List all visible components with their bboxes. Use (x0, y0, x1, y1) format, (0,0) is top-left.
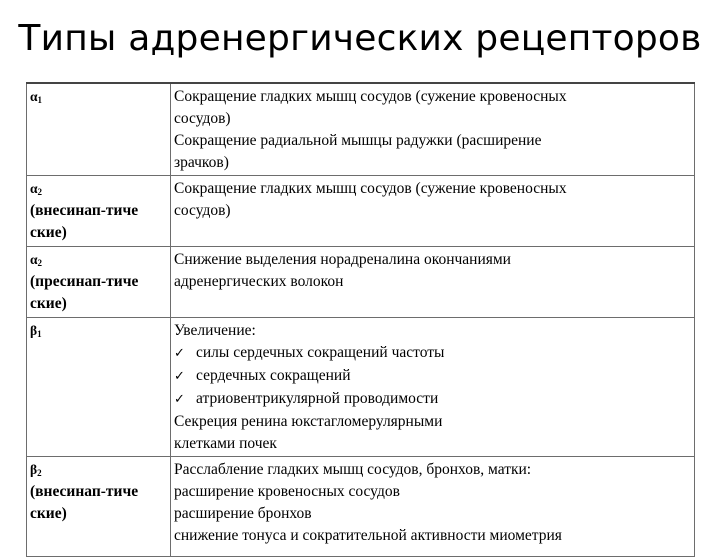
receptor-subscript: 2 (37, 468, 42, 478)
effect-line: адренергических волокон (174, 273, 344, 290)
effect-line: Сокращение гладких мышц сосудов (сужение кровеносных (174, 180, 567, 197)
effect-line: расширение бронхов (174, 505, 312, 522)
receptor-subscript: 1 (37, 329, 42, 339)
effect-line: Увеличение: (174, 322, 256, 339)
receptor-type-cell (27, 318, 171, 457)
checklist-item (174, 365, 691, 388)
effect-line: расширение кровеносных сосудов (174, 483, 400, 500)
receptor-subscript: 2 (37, 258, 43, 268)
receptor-type-cell (27, 176, 171, 247)
effect-line: клетками почек (174, 435, 277, 452)
table-row (27, 83, 695, 176)
receptor-symbol: β (30, 323, 38, 338)
effect-line: Секреция ренина юкстагломерулярными (174, 413, 443, 430)
receptor-effect-cell (171, 83, 695, 176)
receptor-symbol: α (30, 181, 38, 196)
effect-line: сосудов) (174, 110, 231, 127)
effect-line: сосудов) (174, 202, 231, 219)
effect-line: снижение тонуса и сократительной активности миометрия (174, 527, 562, 544)
receptor-symbol: α (30, 252, 38, 267)
receptor-qualifier: ские) (30, 224, 67, 241)
checkmark-icon: ✓ (174, 346, 185, 361)
receptor-effect-cell (171, 247, 695, 318)
effect-line: Сокращение гладких мышц сосудов (сужение кровеносных (174, 88, 567, 105)
checklist-item-label: сердечных сокращений (196, 367, 351, 384)
receptor-qualifier: ские) (30, 295, 67, 312)
receptor-effect-cell (171, 318, 695, 457)
receptor-qualifier: (пресинап-тиче (30, 273, 139, 290)
receptor-qualifier: (внесинап-тиче (30, 202, 139, 219)
receptor-type-cell (27, 247, 171, 318)
page-title: Типы адренергических рецепторов (18, 18, 702, 59)
effect-line: зрачков) (174, 154, 229, 171)
checklist-item (174, 342, 691, 365)
checklist-item (174, 388, 691, 411)
checkmark-icon: ✓ (174, 392, 185, 407)
effect-line: Расслабление гладких мышц сосудов, бронхов, матки: (174, 461, 532, 478)
receptor-subscript: 1 (37, 95, 43, 105)
receptor-symbol: α (30, 89, 38, 104)
receptor-symbol: β (30, 462, 38, 477)
receptor-type-cell (27, 457, 171, 557)
receptor-effect-cell (171, 457, 695, 557)
table-row (27, 318, 695, 457)
receptor-subscript: 2 (37, 187, 43, 197)
effect-line: Снижение выделения норадреналина окончаниями (174, 251, 511, 268)
receptor-effect-cell (171, 176, 695, 247)
effect-line: Сокращение радиальной мышцы радужки (расширение (174, 132, 542, 149)
receptor-table (26, 82, 695, 557)
checkmark-icon: ✓ (174, 369, 185, 384)
table-row (27, 457, 695, 557)
table-row (27, 247, 695, 318)
table-row (27, 176, 695, 247)
checklist-item-label: силы сердечных сокращений частоты (196, 344, 445, 361)
receptor-qualifier: (внесинап-тиче (30, 483, 139, 500)
checklist-item-label: атриовентрикулярной проводимости (196, 390, 439, 407)
receptor-type-cell (27, 83, 171, 176)
receptor-qualifier: ские) (30, 505, 67, 522)
